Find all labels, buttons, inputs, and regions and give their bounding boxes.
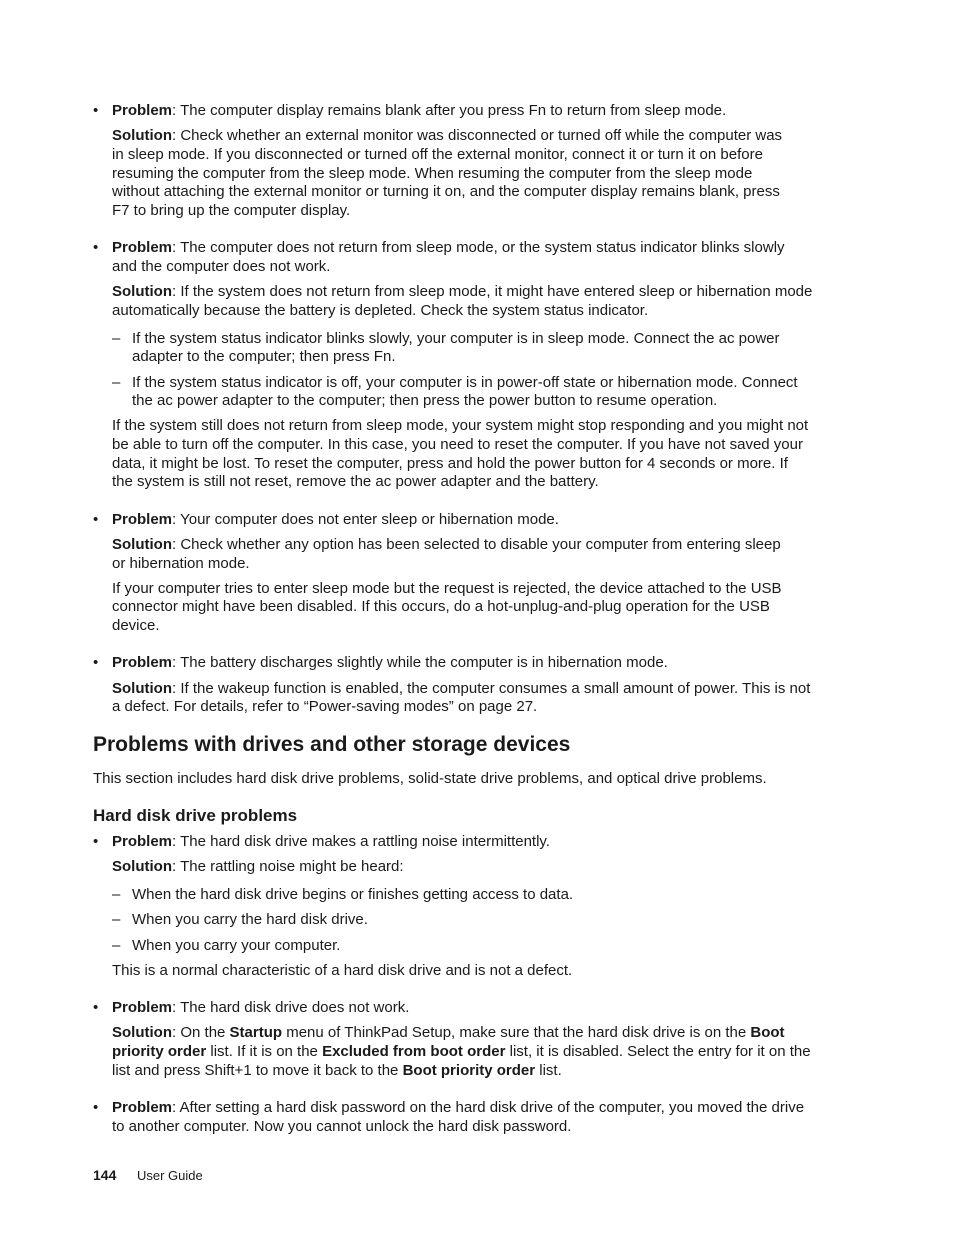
- problem-text: After setting a hard disk password on the hard disk drive of the computer, you moved the drive: [179, 1099, 805, 1116]
- solution-text: automatically because the battery is depleted. Check the system status indicator.: [112, 302, 649, 319]
- solution-text: Check whether any option has been selected to disable your computer from entering sleep: [180, 536, 781, 553]
- problem-text: The hard disk drive does not work.: [180, 999, 410, 1016]
- section-heading: Problems with drives and other storage devices: [93, 733, 571, 756]
- dash-marker: –: [112, 330, 121, 347]
- bullet: •: [93, 999, 99, 1016]
- solution-line: Solution: The rattling noise might be heard:: [112, 858, 404, 875]
- problem-text: The battery discharges slightly while the computer is in hibernation mode.: [180, 654, 668, 671]
- paragraph-text: If your computer tries to enter sleep mode but the request is rejected, the device attached to the USB: [112, 580, 782, 597]
- problem-label: Problem: [112, 999, 173, 1016]
- problem-label: Problem: [112, 833, 173, 850]
- solution-text: a defect. For details, refer to “Power-saving modes” on page 27.: [112, 698, 538, 715]
- solution-label: Solution: [112, 283, 172, 300]
- solution-label: Solution: [112, 536, 172, 553]
- dash-marker: –: [112, 886, 121, 903]
- solution-label: Solution: [112, 1024, 172, 1041]
- bullet: •: [93, 239, 99, 256]
- bullet: •: [93, 511, 99, 528]
- solution-text: If the wakeup function is enabled, the computer consumes a small amount of power. This is not: [180, 680, 811, 697]
- solution-label: Solution: [112, 127, 172, 144]
- problem-label: Problem: [112, 102, 173, 119]
- problem-text: The computer display remains blank after you press Fn to return from sleep mode.: [180, 102, 727, 119]
- solution-text: priority order list. If it is on the Excluded from boot order list, it is disabled. Select the entry for it on the: [112, 1043, 811, 1060]
- problem-text: Your computer does not enter sleep or hibernation mode.: [180, 511, 559, 528]
- dash-item-text: If the system status indicator is off, your computer is in power-off state or hibernation mode. Connect: [132, 374, 798, 391]
- paragraph-text: be able to turn off the computer. In this case, you need to reset the computer. If you have not saved your: [112, 436, 803, 453]
- subsection-heading: Hard disk drive problems: [93, 806, 298, 825]
- dash-item-text: If the system status indicator blinks slowly, your computer is in sleep mode. Connect the ac power: [132, 330, 780, 347]
- dash-item-text: When you carry the hard disk drive.: [132, 911, 368, 928]
- solution-line: Solution: Check whether an external monitor was disconnected or turned off while the computer was: [112, 127, 783, 144]
- solution-text: in sleep mode. If you disconnected or turned off the external monitor, connect it or turn it on before: [112, 146, 763, 163]
- paragraph-text: connector might have been disabled. If this occurs, do a hot-unplug-and-plug operation for the USB: [112, 598, 770, 615]
- solution-text: or hibernation mode.: [112, 555, 250, 572]
- problem-line: Problem: The battery discharges slightly while the computer is in hibernation mode.: [112, 654, 668, 671]
- solution-text: Check whether an external monitor was disconnected or turned off while the computer was: [180, 127, 783, 144]
- dash-item-text: When you carry your computer.: [132, 937, 341, 954]
- dash-item-text: the ac power adapter to the computer; then press the power button to resume operation.: [132, 392, 718, 409]
- solution-text: F7 to bring up the computer display.: [112, 202, 351, 219]
- solution-text: The rattling noise might be heard:: [180, 858, 404, 875]
- solution-line: Solution: If the system does not return from sleep mode, it might have entered sleep or hibernation mode: [112, 283, 813, 300]
- problem-label: Problem: [112, 239, 173, 256]
- problem-label: Problem: [112, 1099, 173, 1116]
- section-intro: This section includes hard disk drive problems, solid-state drive problems, and optical drive problems.: [93, 770, 767, 787]
- list-name: Boot priority order: [402, 1062, 536, 1079]
- solution-text: resuming the computer from the sleep mode. When resuming the computer from the sleep mode: [112, 165, 753, 182]
- solution-line: Solution: On the Startup menu of ThinkPad Setup, make sure that the hard disk drive is on the Boot: [112, 1024, 785, 1041]
- paragraph-text: the system is still not reset, remove the ac power adapter and the battery.: [112, 473, 599, 490]
- solution-text: list and press Shift+1 to move it back to the Boot priority order list.: [112, 1062, 562, 1079]
- solution-text: If the system does not return from sleep mode, it might have entered sleep or hibernation mode: [180, 283, 813, 300]
- problem-line: Problem: The hard disk drive does not work.: [112, 999, 410, 1016]
- solution-label: Solution: [112, 858, 172, 875]
- paragraph-text: If the system still does not return from sleep mode, your system might stop responding and you might not: [112, 417, 809, 434]
- menu-name: Startup: [229, 1024, 283, 1041]
- problem-text: to another computer. Now you cannot unlock the hard disk password.: [112, 1118, 572, 1135]
- problem-line: Problem: The computer display remains blank after you press Fn to return from sleep mode.: [112, 102, 727, 119]
- problem-label: Problem: [112, 511, 173, 528]
- list-name: Excluded from boot order: [322, 1043, 506, 1060]
- bullet: •: [93, 833, 99, 850]
- problem-line: Problem: After setting a hard disk password on the hard disk drive of the computer, you moved the drive: [112, 1099, 805, 1116]
- paragraph-text: device.: [112, 617, 160, 634]
- problem-line: Problem: The computer does not return from sleep mode, or the system status indicator blinks slowly: [112, 239, 785, 256]
- problem-text: The computer does not return from sleep mode, or the system status indicator blinks slowly: [180, 239, 785, 256]
- paragraph-text: data, it might be lost. To reset the computer, press and hold the power button for 4 seconds or more. If: [112, 455, 788, 472]
- solution-line: Solution: If the wakeup function is enabled, the computer consumes a small amount of power. This is not: [112, 680, 811, 697]
- solution-text: without attaching the external monitor or turning it on, and the computer display remains blank, press: [112, 183, 780, 200]
- paragraph-text: This is a normal characteristic of a hard disk drive and is not a defect.: [112, 962, 573, 979]
- list-name: priority order: [112, 1043, 207, 1060]
- list-name: Boot: [750, 1024, 785, 1041]
- dash-item-text: When the hard disk drive begins or finishes getting access to data.: [132, 886, 574, 903]
- bullet: •: [93, 102, 99, 119]
- solution-label: Solution: [112, 680, 172, 697]
- dash-marker: –: [112, 911, 121, 928]
- problem-text: The hard disk drive makes a rattling noise intermittently.: [180, 833, 550, 850]
- bullet: •: [93, 1099, 99, 1116]
- problem-text: and the computer does not work.: [112, 258, 331, 275]
- dash-marker: –: [112, 374, 121, 391]
- problem-label: Problem: [112, 654, 173, 671]
- bullet: •: [93, 654, 99, 671]
- footer-title: User Guide: [137, 1168, 203, 1183]
- solution-line: Solution: Check whether any option has been selected to disable your computer from entering sleep: [112, 536, 781, 553]
- page-number: 144: [93, 1167, 117, 1183]
- dash-marker: –: [112, 937, 121, 954]
- problem-line: Problem: Your computer does not enter sleep or hibernation mode.: [112, 511, 559, 528]
- problem-line: Problem: The hard disk drive makes a rattling noise intermittently.: [112, 833, 550, 850]
- dash-item-text: adapter to the computer; then press Fn.: [132, 348, 396, 365]
